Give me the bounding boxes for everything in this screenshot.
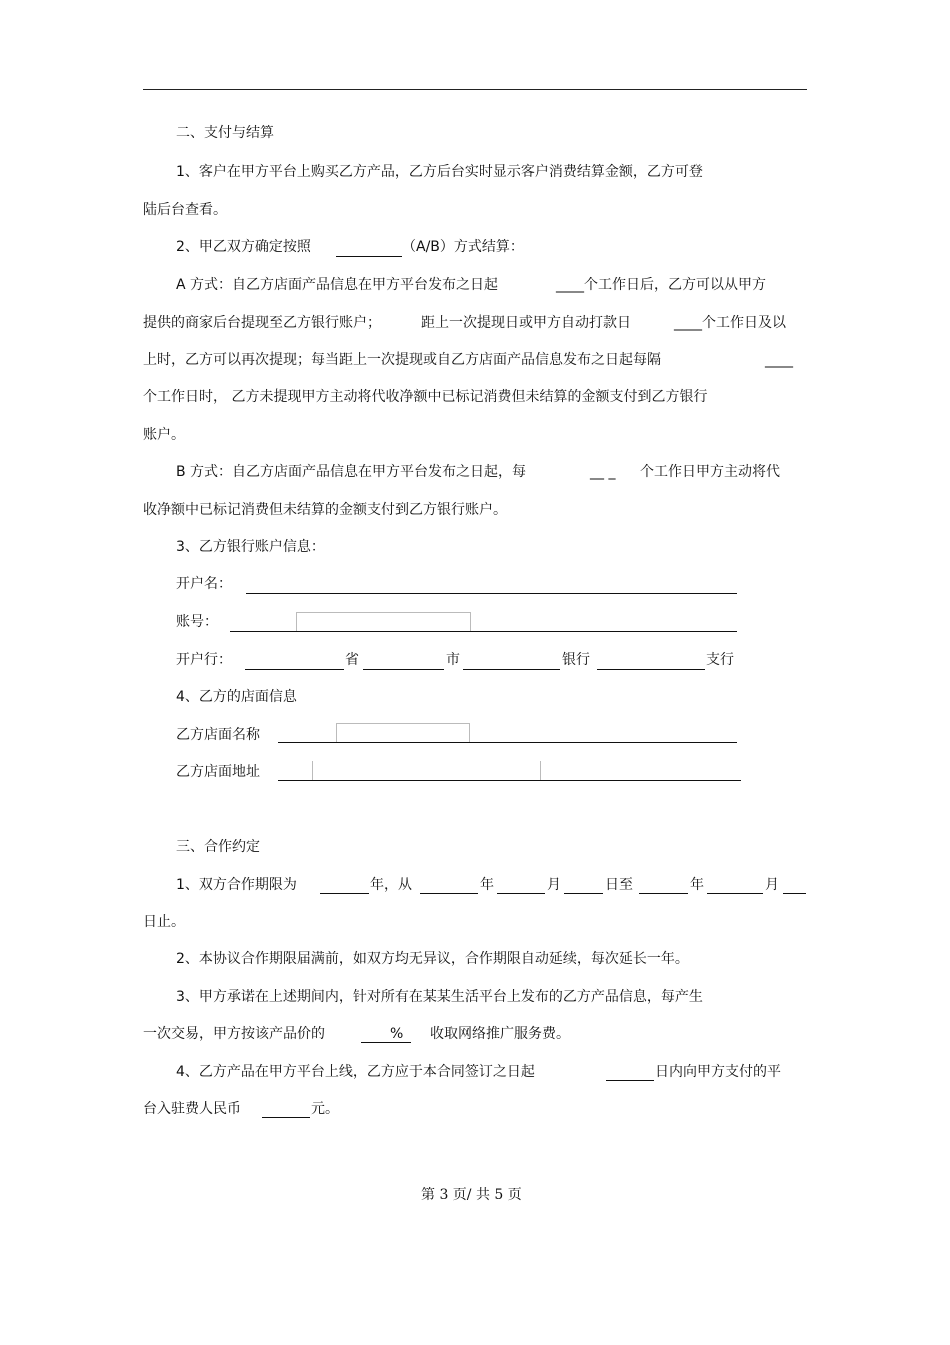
paragraph: 2、本协议合作期限届满前，如双方均无异议，合作期限自动延续，每次延长一年。 <box>176 951 689 967</box>
paragraph: ____个工作日及以 <box>674 315 786 331</box>
section-heading: 三、合作约定 <box>176 839 260 855</box>
end-month-blank[interactable] <box>707 893 763 894</box>
account-name-blank[interactable] <box>246 593 737 594</box>
unit-label: 月 <box>765 877 779 893</box>
field-label: 银行 <box>562 652 590 668</box>
section-heading: 二、支付与结算 <box>176 125 274 141</box>
store-addr-box-left <box>312 761 313 780</box>
bank-blank[interactable] <box>463 669 560 670</box>
field-label: 省 <box>345 652 359 668</box>
paragraph: 4、乙方的店面信息 <box>176 689 297 705</box>
paragraph: 元。 <box>311 1101 339 1117</box>
term-years-blank[interactable] <box>320 893 369 894</box>
start-month-blank[interactable] <box>497 893 545 894</box>
paragraph: 日至 <box>605 877 633 893</box>
paragraph: 1、客户在甲方平台上购买乙方产品，乙方后台实时显示客户消费结算金额，乙方可登 <box>176 164 703 180</box>
paragraph: 日止。 <box>143 914 185 930</box>
unit-label: 年 <box>690 877 704 893</box>
paragraph: 收取网络推广服务费。 <box>430 1026 570 1042</box>
paragraph: ____ <box>765 352 793 368</box>
paragraph: B 方式：自乙方店面产品信息在甲方平台发布之日起，每 <box>176 464 527 480</box>
store-address-blank[interactable] <box>278 780 741 781</box>
account-number-blank[interactable] <box>230 631 737 632</box>
store-name-box-right <box>469 723 470 742</box>
days-blank[interactable] <box>606 1080 654 1081</box>
paragraph: 一次交易，甲方按该产品价的 <box>143 1026 325 1042</box>
field-label: 开户名： <box>176 576 232 592</box>
province-blank[interactable] <box>245 669 344 670</box>
account-box-right <box>470 612 471 631</box>
paragraph: 4、乙方产品在甲方平台上线，乙方应于本合同签订之日起 <box>176 1064 535 1080</box>
end-year-blank[interactable] <box>639 893 688 894</box>
fee-blank[interactable] <box>262 1117 310 1118</box>
field-label: 开户行： <box>176 652 232 668</box>
store-name-box-left <box>336 723 337 742</box>
field-label: 乙方店面名称 <box>176 727 260 743</box>
paragraph: 上时，乙方可以再次提现；每当距上一次提现或自乙方店面产品信息发布之日起每隔 <box>143 352 661 368</box>
unit-label: 年 <box>480 877 494 893</box>
paragraph: A 方式：自乙方店面产品信息在甲方平台发布之日起 <box>176 277 499 293</box>
start-day-blank[interactable] <box>564 893 603 894</box>
percent-blank[interactable] <box>361 1042 411 1043</box>
paragraph: 1、双方合作期限为 <box>176 877 297 893</box>
field-label: 乙方店面地址 <box>176 764 260 780</box>
store-name-blank[interactable] <box>278 742 737 743</box>
field-label: 支行 <box>706 652 734 668</box>
paragraph: 提供的商家后台提现至乙方银行账户； <box>143 315 381 331</box>
paragraph: 个工作日甲方主动将代 <box>640 464 780 480</box>
paragraph: 3、乙方银行账户信息： <box>176 539 325 555</box>
paragraph: 台入驻费人民币 <box>143 1101 241 1117</box>
store-addr-box-right <box>540 761 541 780</box>
unit-label: 月 <box>547 877 561 893</box>
city-blank[interactable] <box>363 669 444 670</box>
paragraph: ____个工作日后，乙方可以从甲方 <box>556 277 766 293</box>
paragraph: 日内向甲方支付的平 <box>655 1064 781 1080</box>
paragraph: （A/B）方式结算： <box>402 239 524 255</box>
header-rule <box>143 89 807 90</box>
paragraph: 账户。 <box>143 427 185 443</box>
end-day-blank[interactable] <box>783 893 806 894</box>
paragraph: 3、甲方承诺在上述期间内，针对所有在某某生活平台上发布的乙方产品信息，每产生 <box>176 989 703 1005</box>
paragraph: 2、甲乙双方确定按照 <box>176 239 311 255</box>
account-box-top <box>296 612 470 613</box>
store-name-box-top <box>336 723 470 724</box>
paragraph: 收净额中已标记消费但未结算的金额支付到乙方银行账户。 <box>143 502 507 518</box>
paragraph: 距上一次提现日或甲方自动打款日 <box>421 315 631 331</box>
field-label: 账号： <box>176 614 218 630</box>
page-number: 第 3 页/ 共 5 页 <box>421 1187 522 1203</box>
paragraph: 年，从 <box>370 877 412 893</box>
percent-sign: % <box>390 1026 404 1042</box>
paragraph: __ _ <box>590 464 616 480</box>
start-year-blank[interactable] <box>420 893 478 894</box>
branch-blank[interactable] <box>597 669 705 670</box>
paragraph: 个工作日时， 乙方未提现甲方主动将代收净额中已标记消费但未结算的金额支付到乙方银行 <box>143 389 708 405</box>
account-box-left <box>296 612 297 631</box>
method-blank[interactable] <box>336 256 402 257</box>
paragraph: 陆后台查看。 <box>143 202 227 218</box>
field-label: 市 <box>446 652 460 668</box>
